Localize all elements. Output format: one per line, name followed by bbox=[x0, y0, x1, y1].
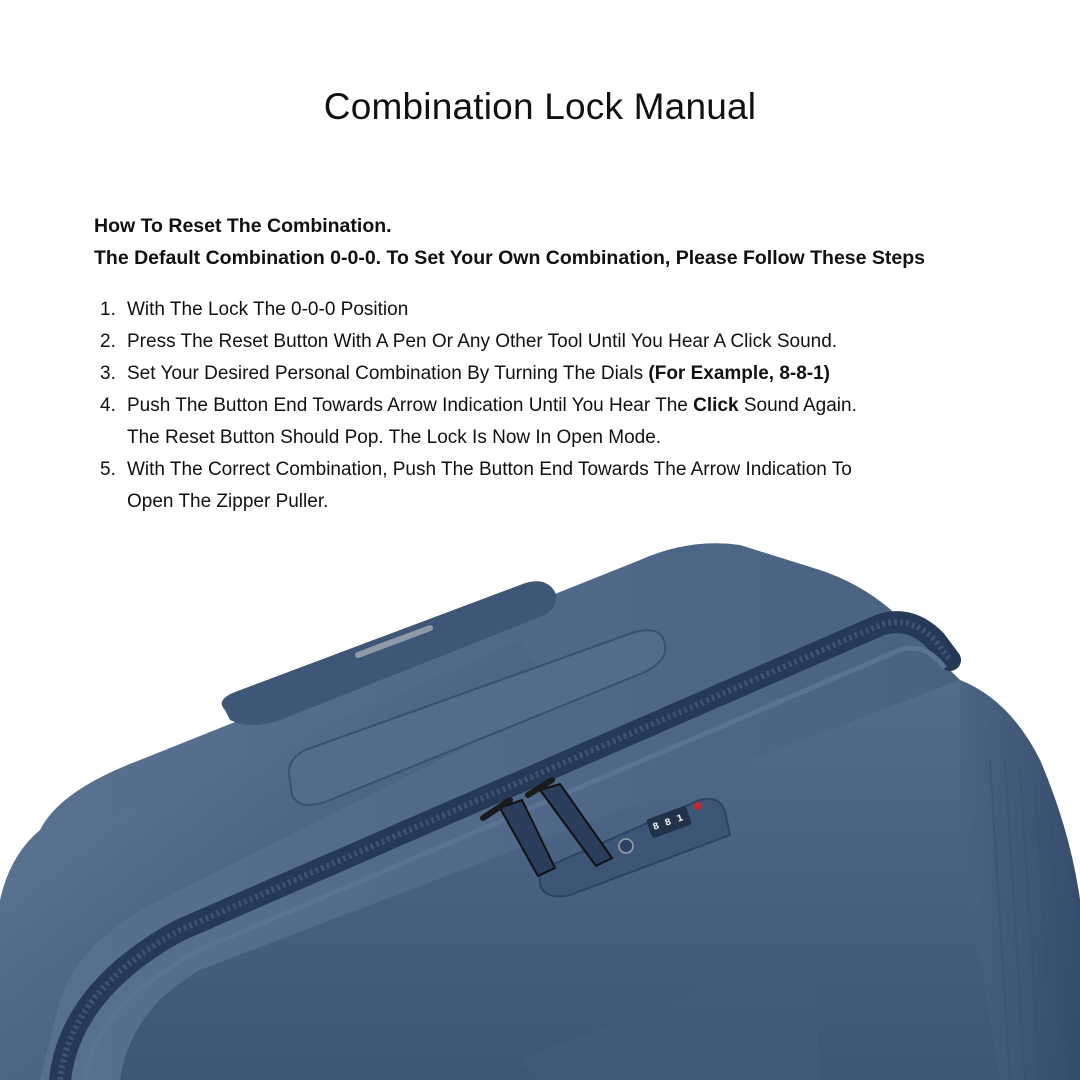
step-1 bbox=[94, 294, 994, 326]
step-text: Push The Button End Towards Arrow Indication Until You Hear The bbox=[127, 395, 694, 416]
step-text: With The Lock The 0-0-0 Position bbox=[127, 299, 409, 320]
step-continuation: The Reset Button Should Pop. The Lock Is Now In Open Mode. bbox=[127, 427, 662, 448]
step-number: 3. bbox=[100, 363, 116, 384]
step-2 bbox=[94, 326, 994, 358]
step-emphasis: (For Example, 8-8-1) bbox=[648, 363, 830, 384]
step-text: Press The Reset Button With A Pen Or Any Other Tool Until You Hear A Click Sound. bbox=[127, 331, 838, 352]
step-5 bbox=[94, 454, 994, 518]
step-text: With The Correct Combination, Push The Button End Towards The Arrow Indication To bbox=[127, 459, 852, 480]
steps-list bbox=[94, 294, 994, 518]
svg-text:8: 8 bbox=[651, 821, 661, 833]
intro-heading: How To Reset The Combination. bbox=[94, 215, 392, 237]
step-text: Set Your Desired Personal Combination By Turning The Dials bbox=[127, 363, 649, 384]
step-number: 4. bbox=[100, 395, 116, 416]
intro-default-combination: The Default Combination 0-0-0. To Set Your Own Combination, Please Follow These Steps bbox=[94, 247, 926, 269]
svg-text:8: 8 bbox=[663, 817, 673, 829]
intro-block bbox=[94, 210, 1054, 274]
step-4 bbox=[94, 390, 994, 454]
step-number: 1. bbox=[100, 299, 116, 320]
step-emphasis: Click bbox=[693, 395, 739, 416]
step-text-after: Sound Again. bbox=[738, 395, 857, 416]
step-3 bbox=[94, 358, 994, 390]
step-continuation: Open The Zipper Puller. bbox=[127, 491, 329, 512]
step-number: 2. bbox=[100, 331, 116, 352]
page-title: Combination Lock Manual bbox=[323, 86, 757, 127]
step-number: 5. bbox=[100, 459, 116, 480]
svg-text:1: 1 bbox=[675, 813, 685, 825]
suitcase-photo bbox=[0, 535, 1080, 1080]
